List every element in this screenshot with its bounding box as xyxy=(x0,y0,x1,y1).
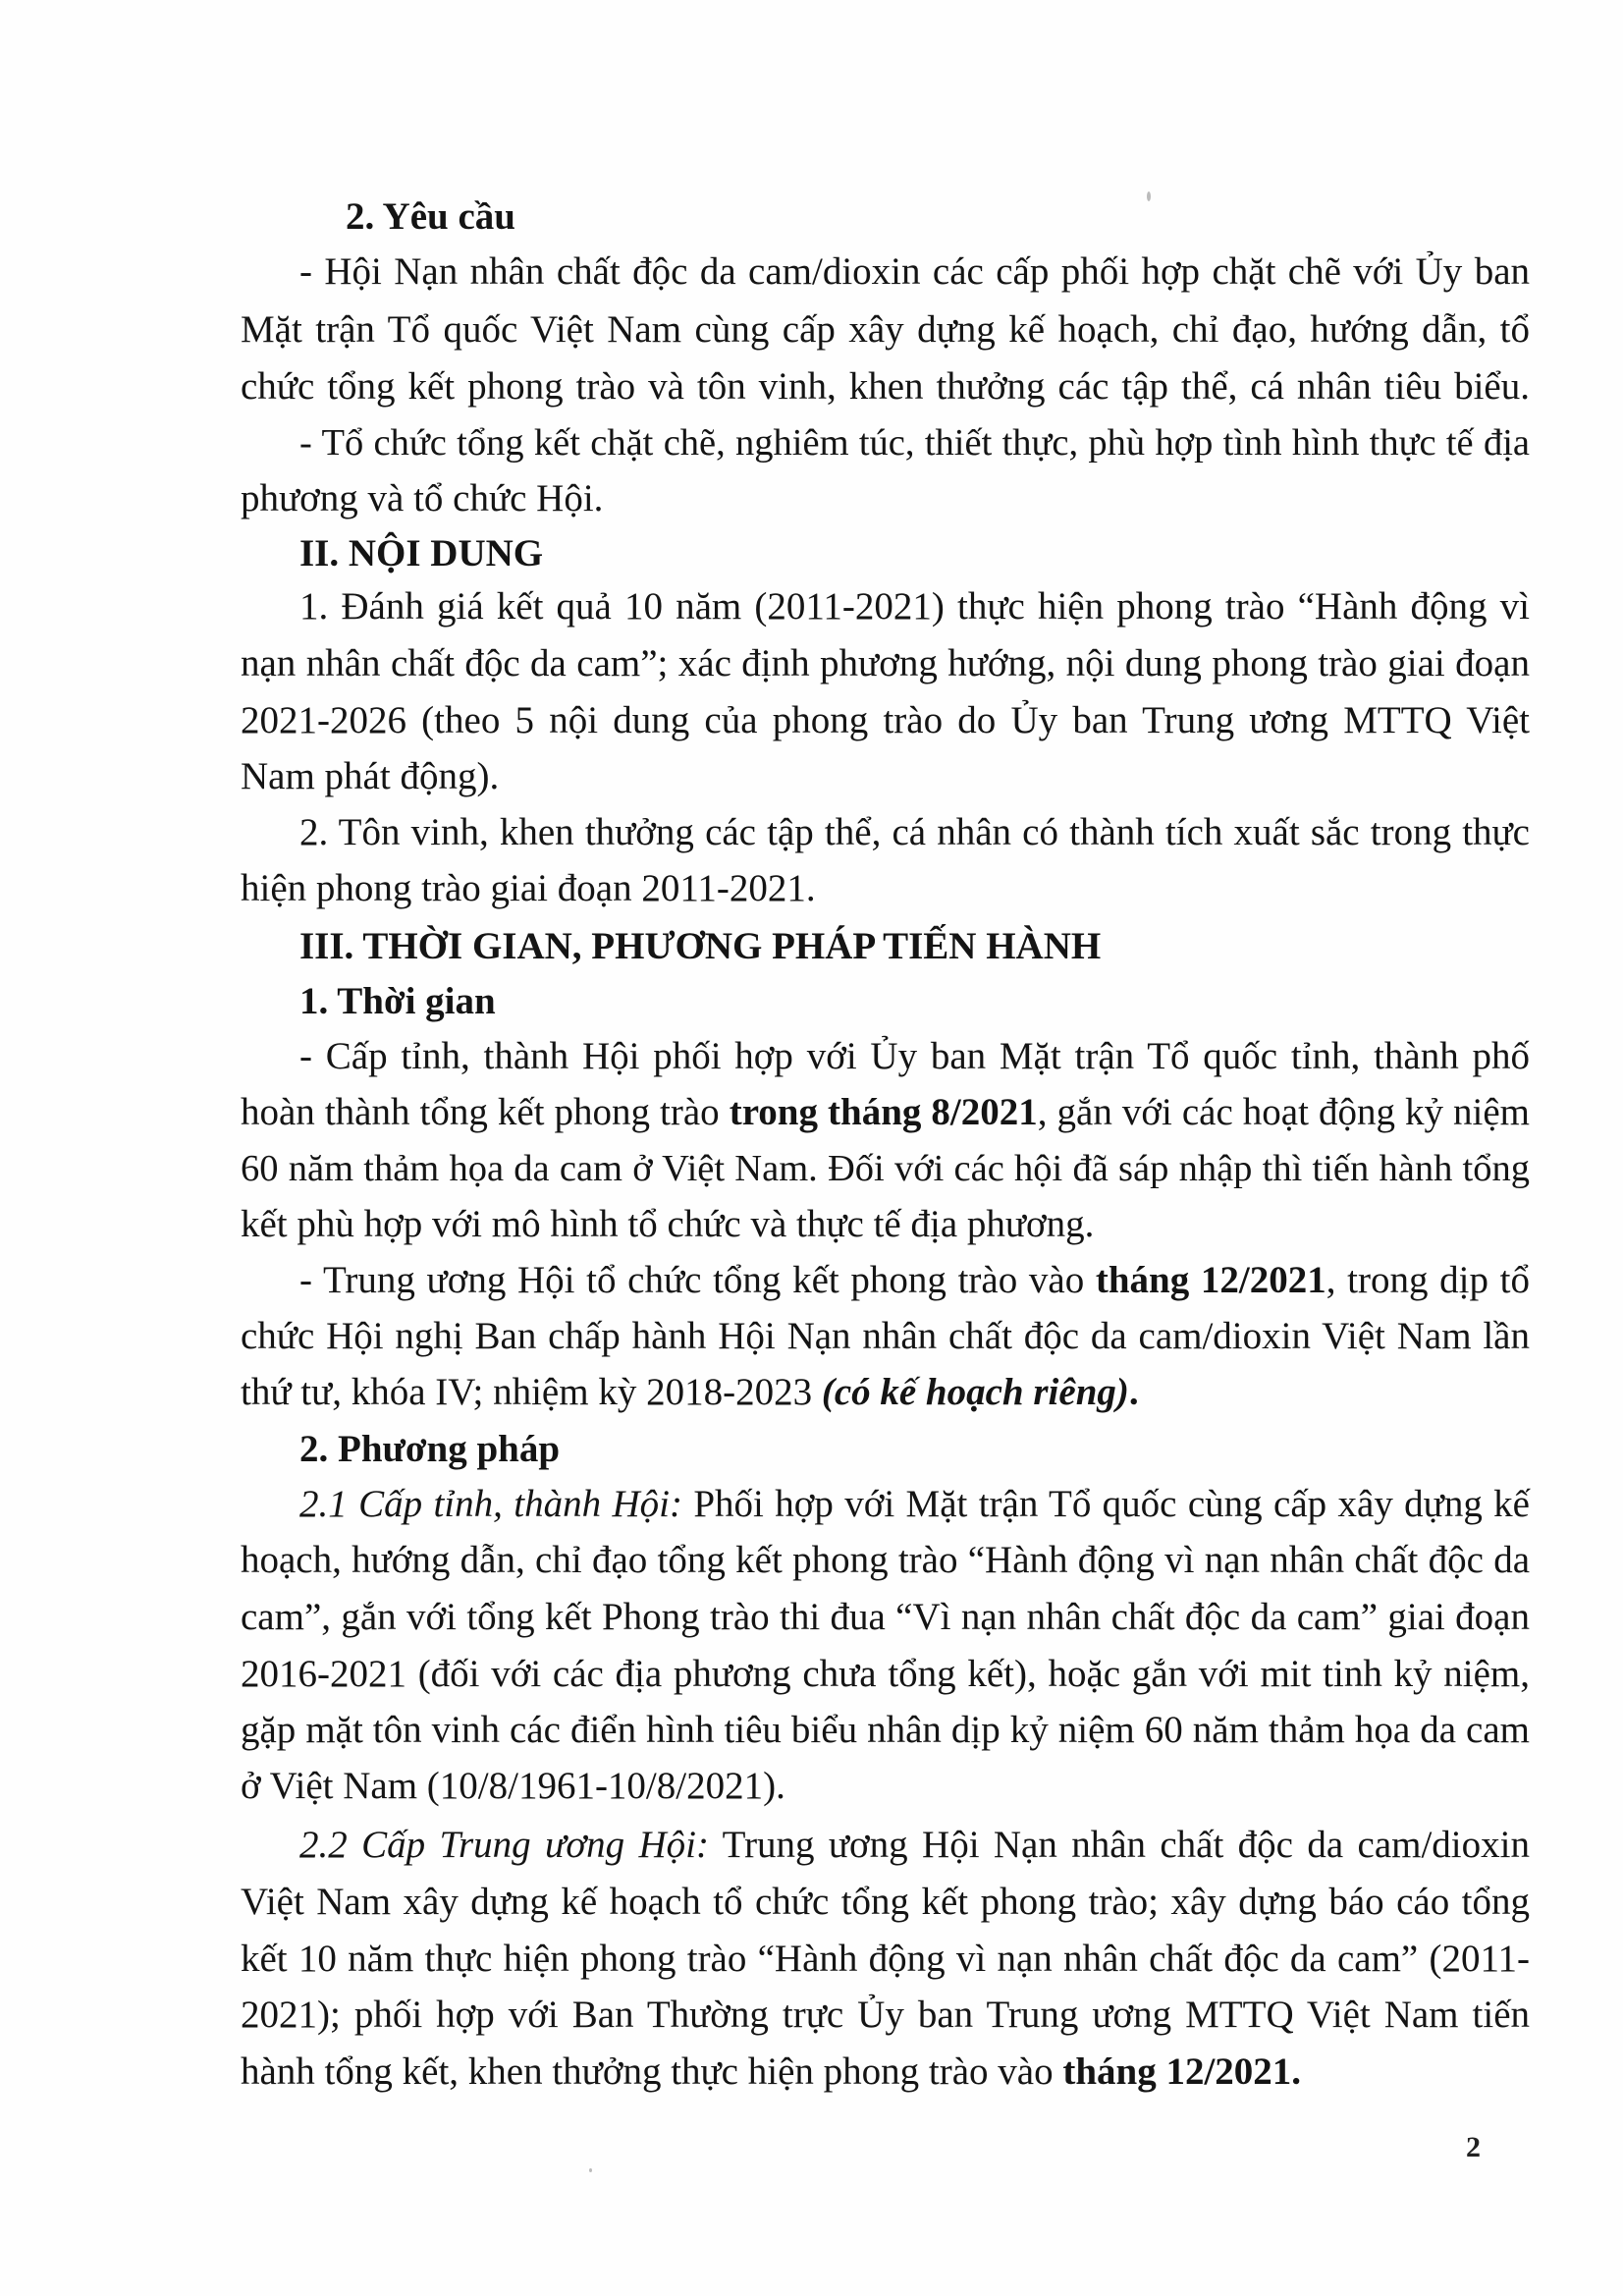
paragraph-line xyxy=(241,1370,1530,1415)
paragraph-line: 2021-2026 (theo 5 nội dung của phong trào do Ủy ban Trung ương MTTQ Việt xyxy=(241,699,1530,741)
paragraph-line: - Hội Nạn nhân chất độc da cam/dioxin các cấp phối hợp chặt chẽ với Ủy ban xyxy=(299,250,1530,293)
text-run: , gắn với các hoạt động kỷ niệm xyxy=(1037,1091,1530,1133)
paragraph-line: kết phù hợp với mô hình tổ chức và thực tế địa phương. xyxy=(241,1203,1095,1245)
bold-deadline-dec: tháng 12/2021 xyxy=(1095,1259,1326,1301)
text-run: hoàn thành tổng kết phong trào xyxy=(241,1091,730,1133)
italic-label-provincial: 2.1 Cấp tỉnh, thành Hội: xyxy=(299,1483,682,1525)
paragraph-line: kết 10 năm thực hiện phong trào “Hành động vì nạn nhân chất độc da cam” (2011- xyxy=(241,1938,1530,1980)
paragraph-line: 2016-2021 (đối với các địa phương chưa tổng kết), hoặc gắn với mit tinh kỷ niệm, xyxy=(241,1653,1530,1695)
heading-time: 1. Thời gian xyxy=(299,980,496,1022)
heading-section-II: II. NỘI DUNG xyxy=(299,532,544,574)
text-run: Trung ương Hội Nạn nhân chất độc da cam/dioxin xyxy=(708,1824,1530,1866)
page-number: 2 xyxy=(1466,2131,1481,2163)
bold-italic-note: (có kế hoạch riêng) xyxy=(821,1371,1129,1413)
paragraph-line: chức Hội nghị Ban chấp hành Hội Nạn nhân chất độc da cam/dioxin Việt Nam lần xyxy=(241,1315,1530,1357)
text-run: hành tổng kết, khen thưởng thực hiện phong trào vào xyxy=(241,2050,1063,2093)
paragraph-line: 2. Tôn vinh, khen thưởng các tập thể, cá nhân có thành tích xuất sắc trong thực xyxy=(299,811,1530,853)
text-run: Phối hợp với Mặt trận Tổ quốc cùng cấp xây dựng kế xyxy=(681,1483,1530,1525)
paragraph-line: hoạch, hướng dẫn, chỉ đạo tổng kết phong trào “Hành động vì nạn nhân chất độc da xyxy=(241,1539,1530,1581)
paragraph-line: chức tổng kết phong trào và tôn vinh, khen thưởng các tập thể, cá nhân tiêu biểu. xyxy=(241,365,1530,408)
bold-deadline-aug: trong tháng 8/2021 xyxy=(729,1091,1038,1133)
paragraph-line: - Cấp tỉnh, thành Hội phối hợp với Ủy ban Mặt trận Tổ quốc tỉnh, thành phố xyxy=(299,1035,1530,1077)
paragraph-line: Việt Nam xây dựng kế hoạch tổ chức tổng kết phong trào; xây dựng báo cáo tổng xyxy=(241,1881,1530,1923)
paragraph-line: phương và tổ chức Hội. xyxy=(241,477,604,519)
paragraph-line xyxy=(241,2050,1530,2095)
heading-section-III: III. THỜI GIAN, PHƯƠNG PHÁP TIẾN HÀNH xyxy=(299,925,1102,967)
paragraph-line: - Tổ chức tổng kết chặt chẽ, nghiêm túc, thiết thực, phù hợp tình hình thực tế địa xyxy=(299,422,1530,464)
paragraph-line xyxy=(241,1090,1530,1135)
paragraph-line xyxy=(299,1258,1530,1303)
text-run: - Trung ương Hội tổ chức tổng kết phong trào vào xyxy=(299,1259,1096,1301)
paragraph-line xyxy=(299,1823,1530,1868)
paragraph-line: cam”, gắn với tổng kết Phong trào thi đua “Vì nạn nhân chất độc da cam” giai đoạn xyxy=(241,1596,1530,1638)
paragraph-line: gặp mặt tôn vinh các điển hình tiêu biểu nhân dịp kỷ niệm 60 năm thảm họa da cam xyxy=(241,1709,1530,1751)
heading-requirements: 2. Yêu cầu xyxy=(346,195,515,238)
paragraph-line: Mặt trận Tổ quốc Việt Nam cùng cấp xây dựng kế hoạch, chỉ đạo, hướng dẫn, tổ xyxy=(241,308,1530,351)
bold-deadline-dec: tháng 12/2021 xyxy=(1062,2050,1292,2093)
paragraph-line xyxy=(299,1482,1530,1527)
paragraph-line: 1. Đánh giá kết quả 10 năm (2011-2021) thực hiện phong trào “Hành động vì xyxy=(299,585,1530,628)
italic-label-central: 2.2 Cấp Trung ương Hội: xyxy=(299,1824,709,1866)
paragraph-line: 2021); phối hợp với Ban Thường trực Ủy ban Trung ương MTTQ Việt Nam tiến xyxy=(241,1994,1530,2036)
paragraph-line: hiện phong trào giai đoạn 2011-2021. xyxy=(241,867,816,909)
text-run: . xyxy=(1291,2050,1302,2093)
text-run: thứ tư, khóa IV; nhiệm kỳ 2018-2023 xyxy=(241,1371,822,1413)
text-run: , trong dịp tổ xyxy=(1325,1259,1531,1301)
scan-speck xyxy=(1147,191,1151,201)
paragraph-line: Nam phát động). xyxy=(241,755,500,797)
scan-speck xyxy=(589,2168,592,2172)
paragraph-line: ở Việt Nam (10/8/1961-10/8/2021). xyxy=(241,1765,785,1807)
heading-method: 2. Phương pháp xyxy=(299,1428,561,1470)
text-run: . xyxy=(1128,1371,1139,1413)
paragraph-line: 60 năm thảm họa da cam ở Việt Nam. Đối với các hội đã sáp nhập thì tiến hành tổng xyxy=(241,1148,1530,1189)
paragraph-line: nạn nhân chất độc da cam”; xác định phương hướng, nội dung phong trào giai đoạn xyxy=(241,642,1530,684)
